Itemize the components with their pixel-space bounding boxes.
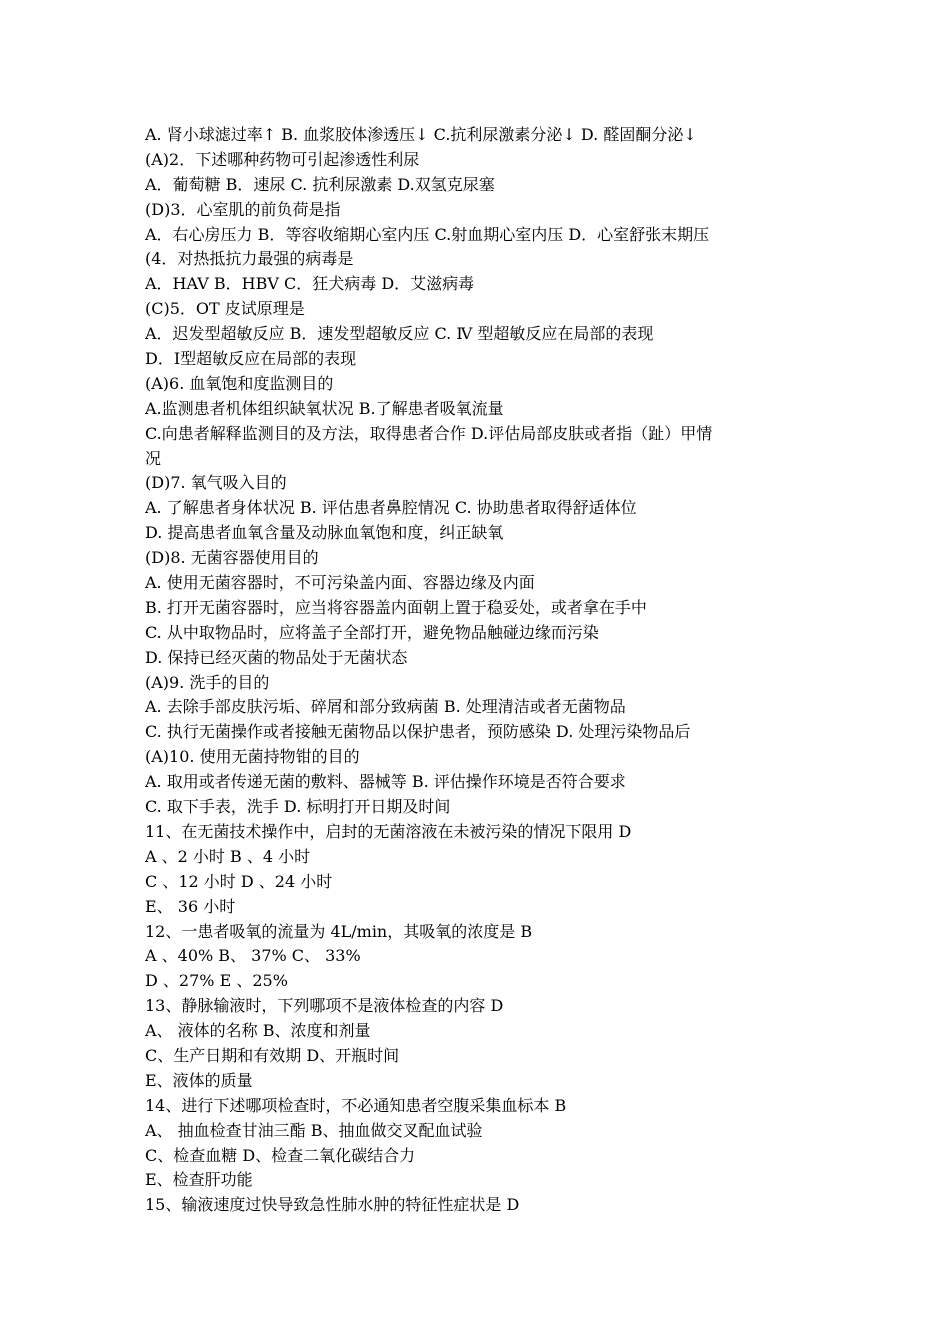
options-line: A．HAV B．HBV C．狂犬病毒 D．艾滋病毒 [145,274,475,294]
options-line: A、 抽血检查甘油三酯 B、抽血做交叉配血试验 [145,1120,483,1140]
question-line: (D)7. 氧气吸入目的 [145,473,287,493]
options-line: C.向患者解释监测目的及方法，取得患者合作 D.评估局部皮肤或者指（趾）甲情 [145,423,713,443]
options-line: D. 保持已经灭菌的物品处于无菌状态 [145,647,408,667]
question-line: 14、进行下述哪项检查时，不必通知患者空腹采集血标本 B [145,1095,567,1115]
options-line: A．右心房压力 B．等容收缩期心室内压 C.射血期心室内压 D．心室舒张末期压 [145,224,710,244]
text-line: A. 肾小球滤过率↑ B. 血浆胶体渗透压↓ C.抗利尿激素分泌↓ D. 醛固酮分泌↓ [145,125,697,144]
question-line: 12、一患者吸氧的流量为 4L/min，其吸氧的浓度是 B [145,921,533,941]
question-line: (4．对热抵抗力最强的病毒是 [145,249,354,269]
options-line: C. 取下手表，洗手 D. 标明打开日期及时间 [145,797,451,817]
question-line: (D)3．心室肌的前负荷是指 [145,199,341,219]
question-line: (D)8. 无菌容器使用目的 [145,548,319,568]
options-line: E、液体的质量 [145,1070,253,1090]
question-line: (A)6. 血氧饱和度监测目的 [145,373,334,393]
options-line: C. 从中取物品时，应将盖子全部打开，避免物品触碰边缘而污染 [145,622,599,642]
options-line: A．迟发型超敏反应 B．速发型超敏反应 C. Ⅳ 型超敏反应在局部的表现 [145,324,654,344]
question-line: (A)9. 洗手的目的 [145,672,270,692]
options-line: E、检查肝功能 [145,1170,253,1190]
question-line: (A)2．下述哪种药物可引起渗透性利尿 [145,149,420,169]
options-line: A. 使用无菌容器时，不可污染盖内面、容器边缘及内面 [145,573,535,593]
options-line: A、 液体的名称 B、浓度和剂量 [145,1021,371,1041]
options-line: C、生产日期和有效期 D、开瓶时间 [145,1045,400,1065]
options-line: E、 36 小时 [145,896,236,916]
options-line: A 、40% B、 37% C、 33% [145,946,361,966]
options-line: D．Ⅰ型超敏反应在局部的表现 [145,349,357,369]
document-body [145,123,817,1218]
options-line: C. 执行无菌操作或者接触无菌物品以保护患者，预防感染 D. 处理污染物品后 [145,722,691,742]
options-line: C、检查血糖 D、检查二氧化碳结合力 [145,1145,416,1165]
options-line: D. 提高患者血氧含量及动脉血氧饱和度，纠正缺氧 [145,523,504,543]
options-line: A 、2 小时 B 、4 小时 [145,846,311,866]
options-line: A. 取用或者传递无菌的敷料、器械等 B. 评估操作环境是否符合要求 [145,772,626,792]
question-line: 13、静脉输液时，下列哪项不是液体检查的内容 D [145,996,504,1016]
options-line: B. 打开无菌容器时，应当将容器盖内面朝上置于稳妥处，或者拿在手中 [145,597,647,617]
question-line: 11、在无菌技术操作中，启封的无菌溶液在未被污染的情况下限用 D [145,821,632,841]
options-line: 况 [145,448,162,468]
options-line: D 、27% E 、25% [145,971,288,991]
options-line: A. 了解患者身体状况 B. 评估患者鼻腔情况 C. 协助患者取得舒适体位 [145,498,637,518]
question-line: 15、输液速度过快导致急性肺水肿的特征性症状是 D [145,1195,520,1215]
options-line: A．葡萄糖 B．速尿 C. 抗利尿激素 D.双氢克尿塞 [145,174,495,194]
question-line: (C)5．OT 皮试原理是 [145,299,305,319]
options-line: A. 去除手部皮肤污垢、碎屑和部分致病菌 B. 处理清洁或者无菌物品 [145,697,626,717]
options-line: A.监测患者机体组织缺氧状况 B.了解患者吸氧流量 [145,398,504,418]
options-line: C 、12 小时 D 、24 小时 [145,871,333,891]
question-line: (A)10. 使用无菌持物钳的目的 [145,747,360,767]
